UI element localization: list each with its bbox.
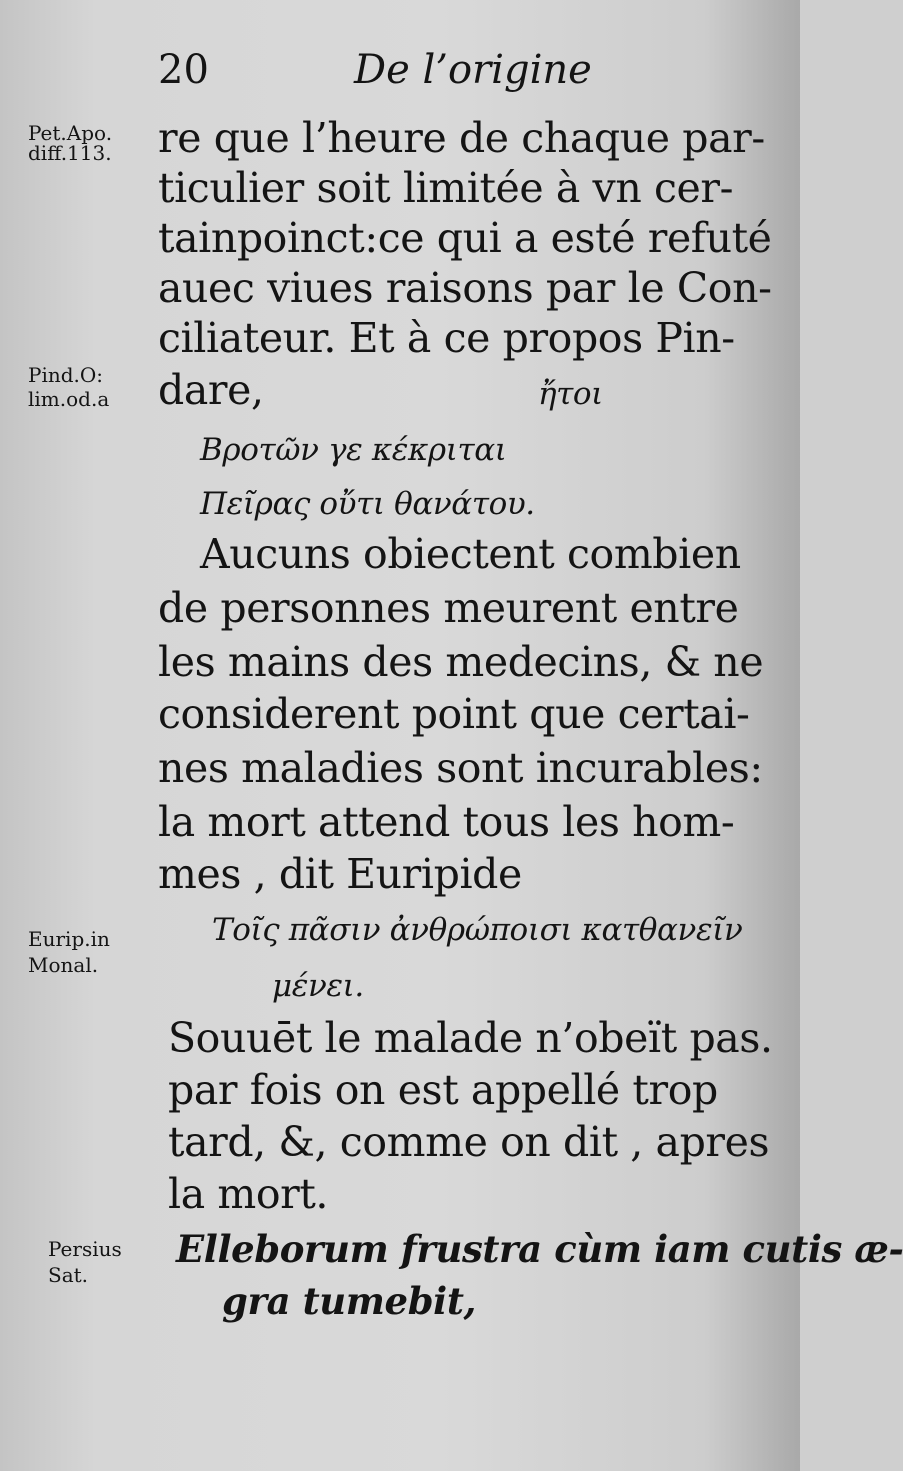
margin-note-line: Pet.Apo. [28, 121, 113, 145]
latin-verse: Elleborum frustra cùm iam cutis æ- [176, 1227, 903, 1271]
text-line: Souuēt le malade n’obeït pas. [168, 1014, 773, 1062]
greek-verse: Τοῖς πᾶσιν ἀνθρώποισι κατθανεῖν [212, 912, 743, 948]
text-line: la mort. [168, 1170, 329, 1218]
greek-verse: Πεῖρας οὔτι θανάτου. [200, 486, 535, 522]
text-line: ciliateur. Et à ce propos Pin- [158, 314, 735, 362]
margin-note-line: lim.od.a [28, 387, 110, 411]
text-line: tard, &, comme on dit , apres [168, 1118, 770, 1166]
text-line: dare, [158, 366, 264, 414]
margin-note [28, 120, 152, 166]
running-title: De l’origine [354, 47, 592, 93]
text-line: ticulier soit limitée à vn cer- [158, 164, 734, 212]
margin-note [28, 362, 152, 412]
text-line: tainpoinct:ce qui a esté refuté [158, 214, 772, 262]
text-line: re que l’heure de chaque par- [158, 114, 765, 162]
latin-verse: gra tumebit, [222, 1279, 477, 1323]
margin-note-line: Eurip.in [28, 927, 110, 951]
margin-note-line: Pind.O: [28, 363, 104, 387]
greek-verse: Βροτῶν γε κέκριται [200, 432, 507, 468]
text-line: nes maladies sont incurables: [158, 744, 763, 792]
text-line: mes , dit Euripide [158, 850, 522, 898]
greek-verse: μένει. [272, 968, 364, 1004]
greek-text: ἤτοι [538, 376, 603, 412]
margin-note-line: diff.113. [28, 141, 112, 165]
margin-note [48, 1236, 172, 1288]
margin-note-line: Persius [48, 1237, 122, 1261]
text-line: Aucuns obiectent combien [200, 530, 741, 578]
margin-note-line: Monal. [28, 953, 99, 977]
text-line: les mains des medecins, & ne [158, 638, 764, 686]
page-number: 20 [158, 47, 209, 93]
text-line: de personnes meurent entre [158, 584, 739, 632]
margin-note [28, 926, 152, 978]
text-line: considerent point que certai- [158, 690, 750, 738]
text-line: la mort attend tous les hom- [158, 798, 735, 846]
text-line: par fois on est appellé trop [168, 1066, 718, 1114]
margin-note-line: Sat. [48, 1263, 89, 1287]
text-line: auec viues raisons par le Con- [158, 264, 772, 312]
